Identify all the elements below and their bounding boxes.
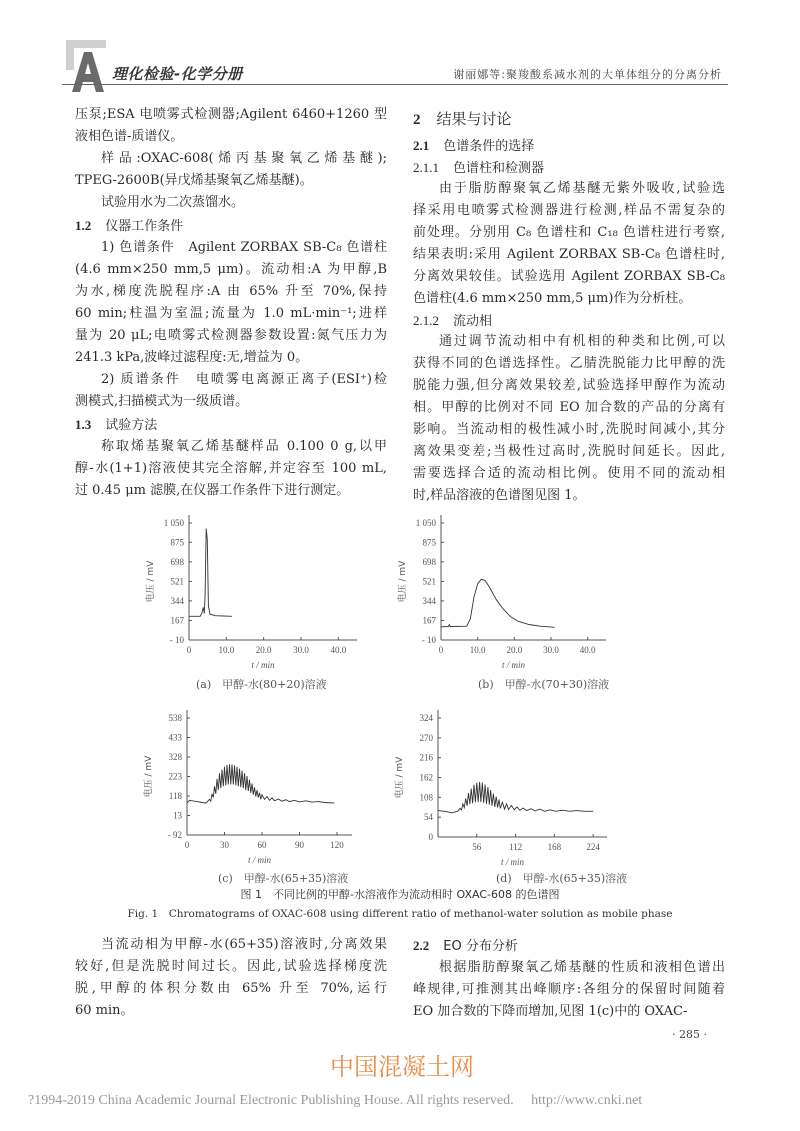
watermark: 中国混凝土网 bbox=[330, 1053, 474, 1081]
chart-d-x-tick-label: 56 bbox=[472, 842, 482, 852]
text-line: 色谱柱(4.6 mm×250 mm,5 μm)作为分析柱。 bbox=[413, 291, 692, 306]
text-line: 根据脂肪醇聚氧乙烯基醚的性质和液相色谱出 bbox=[439, 960, 725, 975]
chart-b-y-tick-label: 167 bbox=[422, 615, 436, 626]
chart-d-x-tick-label: 224 bbox=[586, 842, 600, 852]
chart-d-y-tick-label: 324 bbox=[419, 713, 433, 723]
text-line: 量为 20 μL;电喷雾式检测器参数设置:氮气压力为 bbox=[75, 328, 387, 343]
text-line: EO 加合数的下降而增加,见图 1(c)中的 OXAC- bbox=[413, 1004, 688, 1019]
chart-c-series-line bbox=[187, 764, 335, 803]
chart-b-y-tick-label: 344 bbox=[422, 595, 436, 606]
chart-d-y-label: 电压 / mV bbox=[395, 756, 405, 799]
text-line: 60 min;柱温为室温;流量为 1.0 mL·min⁻¹;进样 bbox=[75, 306, 387, 321]
text-line: 2) 质谱条件 电喷雾电离源正离子(ESI⁺)检 bbox=[101, 372, 387, 387]
chart-a-y-tick-label: 521 bbox=[170, 576, 184, 587]
chart-c-caption: (c) 甲醇-水(65+35)溶液 bbox=[218, 872, 349, 885]
text-line: 需要选择合适的流动相比例。使用不同的流动相 bbox=[413, 466, 725, 481]
chart-c-x-tick-label: 0 bbox=[184, 840, 190, 850]
section-number: 2.2 bbox=[413, 938, 430, 953]
section-title: 结果与讨论 bbox=[436, 110, 512, 128]
section-number: 2 bbox=[413, 112, 421, 128]
chart-b-y-tick-label: 698 bbox=[422, 556, 436, 567]
page-number: · 285 · bbox=[672, 1028, 707, 1041]
section-number: 2.1.1 bbox=[413, 160, 439, 175]
chart-b-y-tick-label: - 10 bbox=[421, 635, 436, 645]
text-line: 分离效果较佳。试验选用 Agilent ZORBAX SB-C₈ bbox=[413, 269, 725, 284]
section-number: 2.1.2 bbox=[413, 313, 439, 328]
chart-a-y-tick-label: 1 050 bbox=[163, 518, 184, 528]
chart-b-x-label: t / min bbox=[501, 660, 526, 670]
text-line: 通过调节流动相中有机相的种类和比例,可以 bbox=[439, 334, 725, 349]
text-line: 脱能力强,但分离效果较差,试验选择甲醇作为流动 bbox=[413, 378, 725, 393]
chart-c-y-tick-label: - 92 bbox=[167, 830, 182, 840]
chart-b-x-tick-label: 20.0 bbox=[506, 645, 523, 655]
section-title: 仪器工作条件 bbox=[105, 219, 184, 234]
figure-caption-cn: 图 1 不同比例的甲醇-水溶液作为流动相时 OXAC-608 的色谱图 bbox=[240, 888, 560, 901]
section-title: 试验方法 bbox=[105, 418, 158, 433]
chart-c-y-tick-label: 538 bbox=[168, 713, 182, 723]
text-line: 测模式,扫描模式为一级质谱。 bbox=[75, 394, 249, 409]
section-number: 2.1 bbox=[413, 138, 430, 153]
chart-d-y-tick-label: 54 bbox=[424, 812, 433, 823]
text-line: 过 0.45 μm 滤膜,在仪器工作条件下进行测定。 bbox=[75, 483, 350, 498]
chart-b-x-tick-label: 40.0 bbox=[579, 645, 596, 655]
text-line: 样品:OXAC-608(烯丙基聚氧乙烯基醚); bbox=[101, 151, 387, 166]
text-line: 前处理。分别用 C₈ 色谱柱和 C₁₈ 色谱柱进行考察, bbox=[413, 225, 725, 240]
text-line: 为水,梯度洗脱程序:A 由 65% 升至 70%,保持 bbox=[75, 284, 387, 299]
chart-c-x-label: t / min bbox=[247, 855, 272, 865]
text-line: TPEG-2600B(异戊烯基聚氧乙烯基醚)。 bbox=[75, 173, 313, 188]
chart-a-y-tick-label: 167 bbox=[170, 615, 184, 626]
section-number: 1.2 bbox=[75, 218, 92, 233]
figure-caption-en: Fig. 1 Chromatograms of OXAC-608 using different ratio of methanol-water solution as mobile phase bbox=[127, 908, 673, 920]
chart-a-x-tick-label: 30.0 bbox=[293, 645, 309, 655]
chart-c-x-tick-label: 120 bbox=[330, 840, 344, 850]
section-number: 1.3 bbox=[75, 417, 92, 432]
chart-a-y-tick-label: - 10 bbox=[169, 635, 184, 645]
running-title: 谢丽娜等:聚羧酸系减水剂的大单体组分的分离分析 bbox=[453, 68, 722, 81]
section-title: 色谱条件的选择 bbox=[443, 139, 535, 154]
text-line: 称取烯基聚氧乙烯基醚样品 0.100 0 g,以甲 bbox=[101, 439, 387, 454]
text-line: 相。甲醇的比例对不同 EO 加合数的产品的分离有 bbox=[413, 400, 725, 415]
chart-c-y-tick-label: 13 bbox=[173, 810, 182, 821]
chart-d-y-tick-label: 108 bbox=[419, 792, 433, 803]
chart-d-y-tick-label: 0 bbox=[428, 832, 433, 842]
journal-title: 理化检验-化学分册 bbox=[112, 65, 243, 83]
text-line: 液相色谱-质谱仪。 bbox=[75, 129, 184, 144]
chart-d-caption: (d) 甲醇-水(65+35)溶液 bbox=[496, 872, 628, 885]
chart-d-y-tick-label: 270 bbox=[419, 732, 433, 743]
chart-c-x-tick-label: 90 bbox=[295, 840, 304, 850]
text-line: 结果表明:采用 Agilent ZORBAX SB-C₈ 色谱柱时, bbox=[413, 247, 725, 262]
chart-b-y-tick-label: 521 bbox=[422, 576, 436, 587]
section-title: 色谱柱和检测器 bbox=[453, 161, 545, 176]
chart-c-x-tick-label: 60 bbox=[257, 840, 267, 850]
text-line: 择采用电喷雾式检测器进行检测,样品不需复杂的 bbox=[413, 203, 725, 218]
chart-d-y-tick-label: 162 bbox=[419, 772, 433, 783]
chart-b-caption: (b) 甲醇-水(70+30)溶液 bbox=[478, 678, 610, 691]
chart-a-y-tick-label: 698 bbox=[170, 556, 184, 567]
chart-c-y-tick-label: 328 bbox=[168, 752, 182, 762]
text-line: 时,样品溶液的色谱图见图 1。 bbox=[413, 488, 586, 503]
chart-b-y-tick-label: 875 bbox=[422, 537, 436, 548]
chart-a-x-tick-label: 40.0 bbox=[330, 645, 347, 655]
chart-b-series-line bbox=[441, 579, 555, 627]
text-line: 获得不同的色谱选择性。乙腈洗脱能力比甲醇的洗 bbox=[413, 356, 725, 371]
chart-a-x-tick-label: 10.0 bbox=[218, 645, 235, 655]
chart-b-x-tick-label: 10.0 bbox=[469, 645, 486, 655]
text-line: 试验用水为二次蒸馏水。 bbox=[101, 195, 245, 210]
text-line: 离效果变差;当极性过高时,洗脱时间延长。因此, bbox=[413, 444, 725, 459]
text-line: 脱,甲醇的体积分数由 65% 升至 70%,运行 bbox=[75, 981, 387, 996]
text-line: (4.6 mm×250 mm,5 μm)。流动相:A 为甲醇,B bbox=[75, 262, 387, 277]
chart-a-y-tick-label: 875 bbox=[170, 537, 184, 548]
text-line: 影响。当流动相的极性减小时,洗脱时间减小,其分 bbox=[413, 422, 725, 437]
section-title: EO 分布分析 bbox=[443, 939, 518, 954]
chart-d-x-label: t / min bbox=[500, 857, 525, 867]
chart-a-y-label: 电压 / mV bbox=[146, 560, 156, 603]
chart-b-x-tick-label: 0 bbox=[438, 645, 444, 655]
chart-d-x-tick-label: 168 bbox=[547, 842, 562, 852]
text-line: 峰规律,可推测其出峰顺序:各组分的保留时间随着 bbox=[413, 982, 725, 997]
chart-c-y-tick-label: 118 bbox=[168, 791, 182, 801]
chart-c-x-tick-label: 30 bbox=[220, 840, 229, 850]
text-line: 60 min。 bbox=[75, 1003, 134, 1018]
chart-d-x-tick-label: 112 bbox=[508, 842, 523, 852]
chart-b-y-tick-label: 1 050 bbox=[415, 518, 436, 528]
chart-a-series-line bbox=[189, 529, 232, 617]
chart-c-y-label: 电压 / mV bbox=[144, 755, 154, 798]
chart-a-x-tick-label: 20.0 bbox=[255, 645, 272, 655]
copyright-footer: ?1994-2019 China Academic Journal Electronic Publishing House. All rights reserved. http://www.cnki.net bbox=[28, 1093, 643, 1108]
chart-d-y-tick-label: 216 bbox=[419, 752, 433, 763]
chart-c-y-tick-label: 433 bbox=[168, 732, 182, 743]
text-line: 1) 色谱条件 Agilent ZORBAX SB-C₈ 色谱柱 bbox=[101, 240, 387, 255]
chart-b-y-label: 电压 / mV bbox=[398, 560, 408, 603]
chart-a-x-tick-label: 0 bbox=[186, 645, 192, 655]
chart-a-x-label: t / min bbox=[251, 660, 275, 670]
text-line: 醇-水(1+1)溶液使其完全溶解,并定容至 100 mL, bbox=[75, 461, 387, 476]
text-line: 当流动相为甲醇-水(65+35)溶液时,分离效果 bbox=[101, 937, 387, 952]
chart-d-series-line bbox=[438, 782, 593, 813]
chart-b-x-tick-label: 30.0 bbox=[543, 645, 559, 655]
text-line: 241.3 kPa,波峰过滤程度:无,增益为 0。 bbox=[75, 350, 309, 365]
text-line: 压泵;ESA 电喷雾式检测器;Agilent 6460+1260 型 bbox=[75, 107, 387, 122]
text-line: 较好,但是洗脱时间过长。因此,试验选择梯度洗 bbox=[75, 959, 387, 974]
chart-a-caption: (a) 甲醇-水(80+20)溶液 bbox=[196, 678, 327, 691]
section-title: 流动相 bbox=[453, 314, 493, 329]
text-line: 由于脂肪醇聚氧乙烯基醚无紫外吸收,试验选 bbox=[439, 181, 725, 196]
chart-a-y-tick-label: 344 bbox=[170, 595, 184, 606]
chart-c-y-tick-label: 223 bbox=[168, 771, 182, 782]
